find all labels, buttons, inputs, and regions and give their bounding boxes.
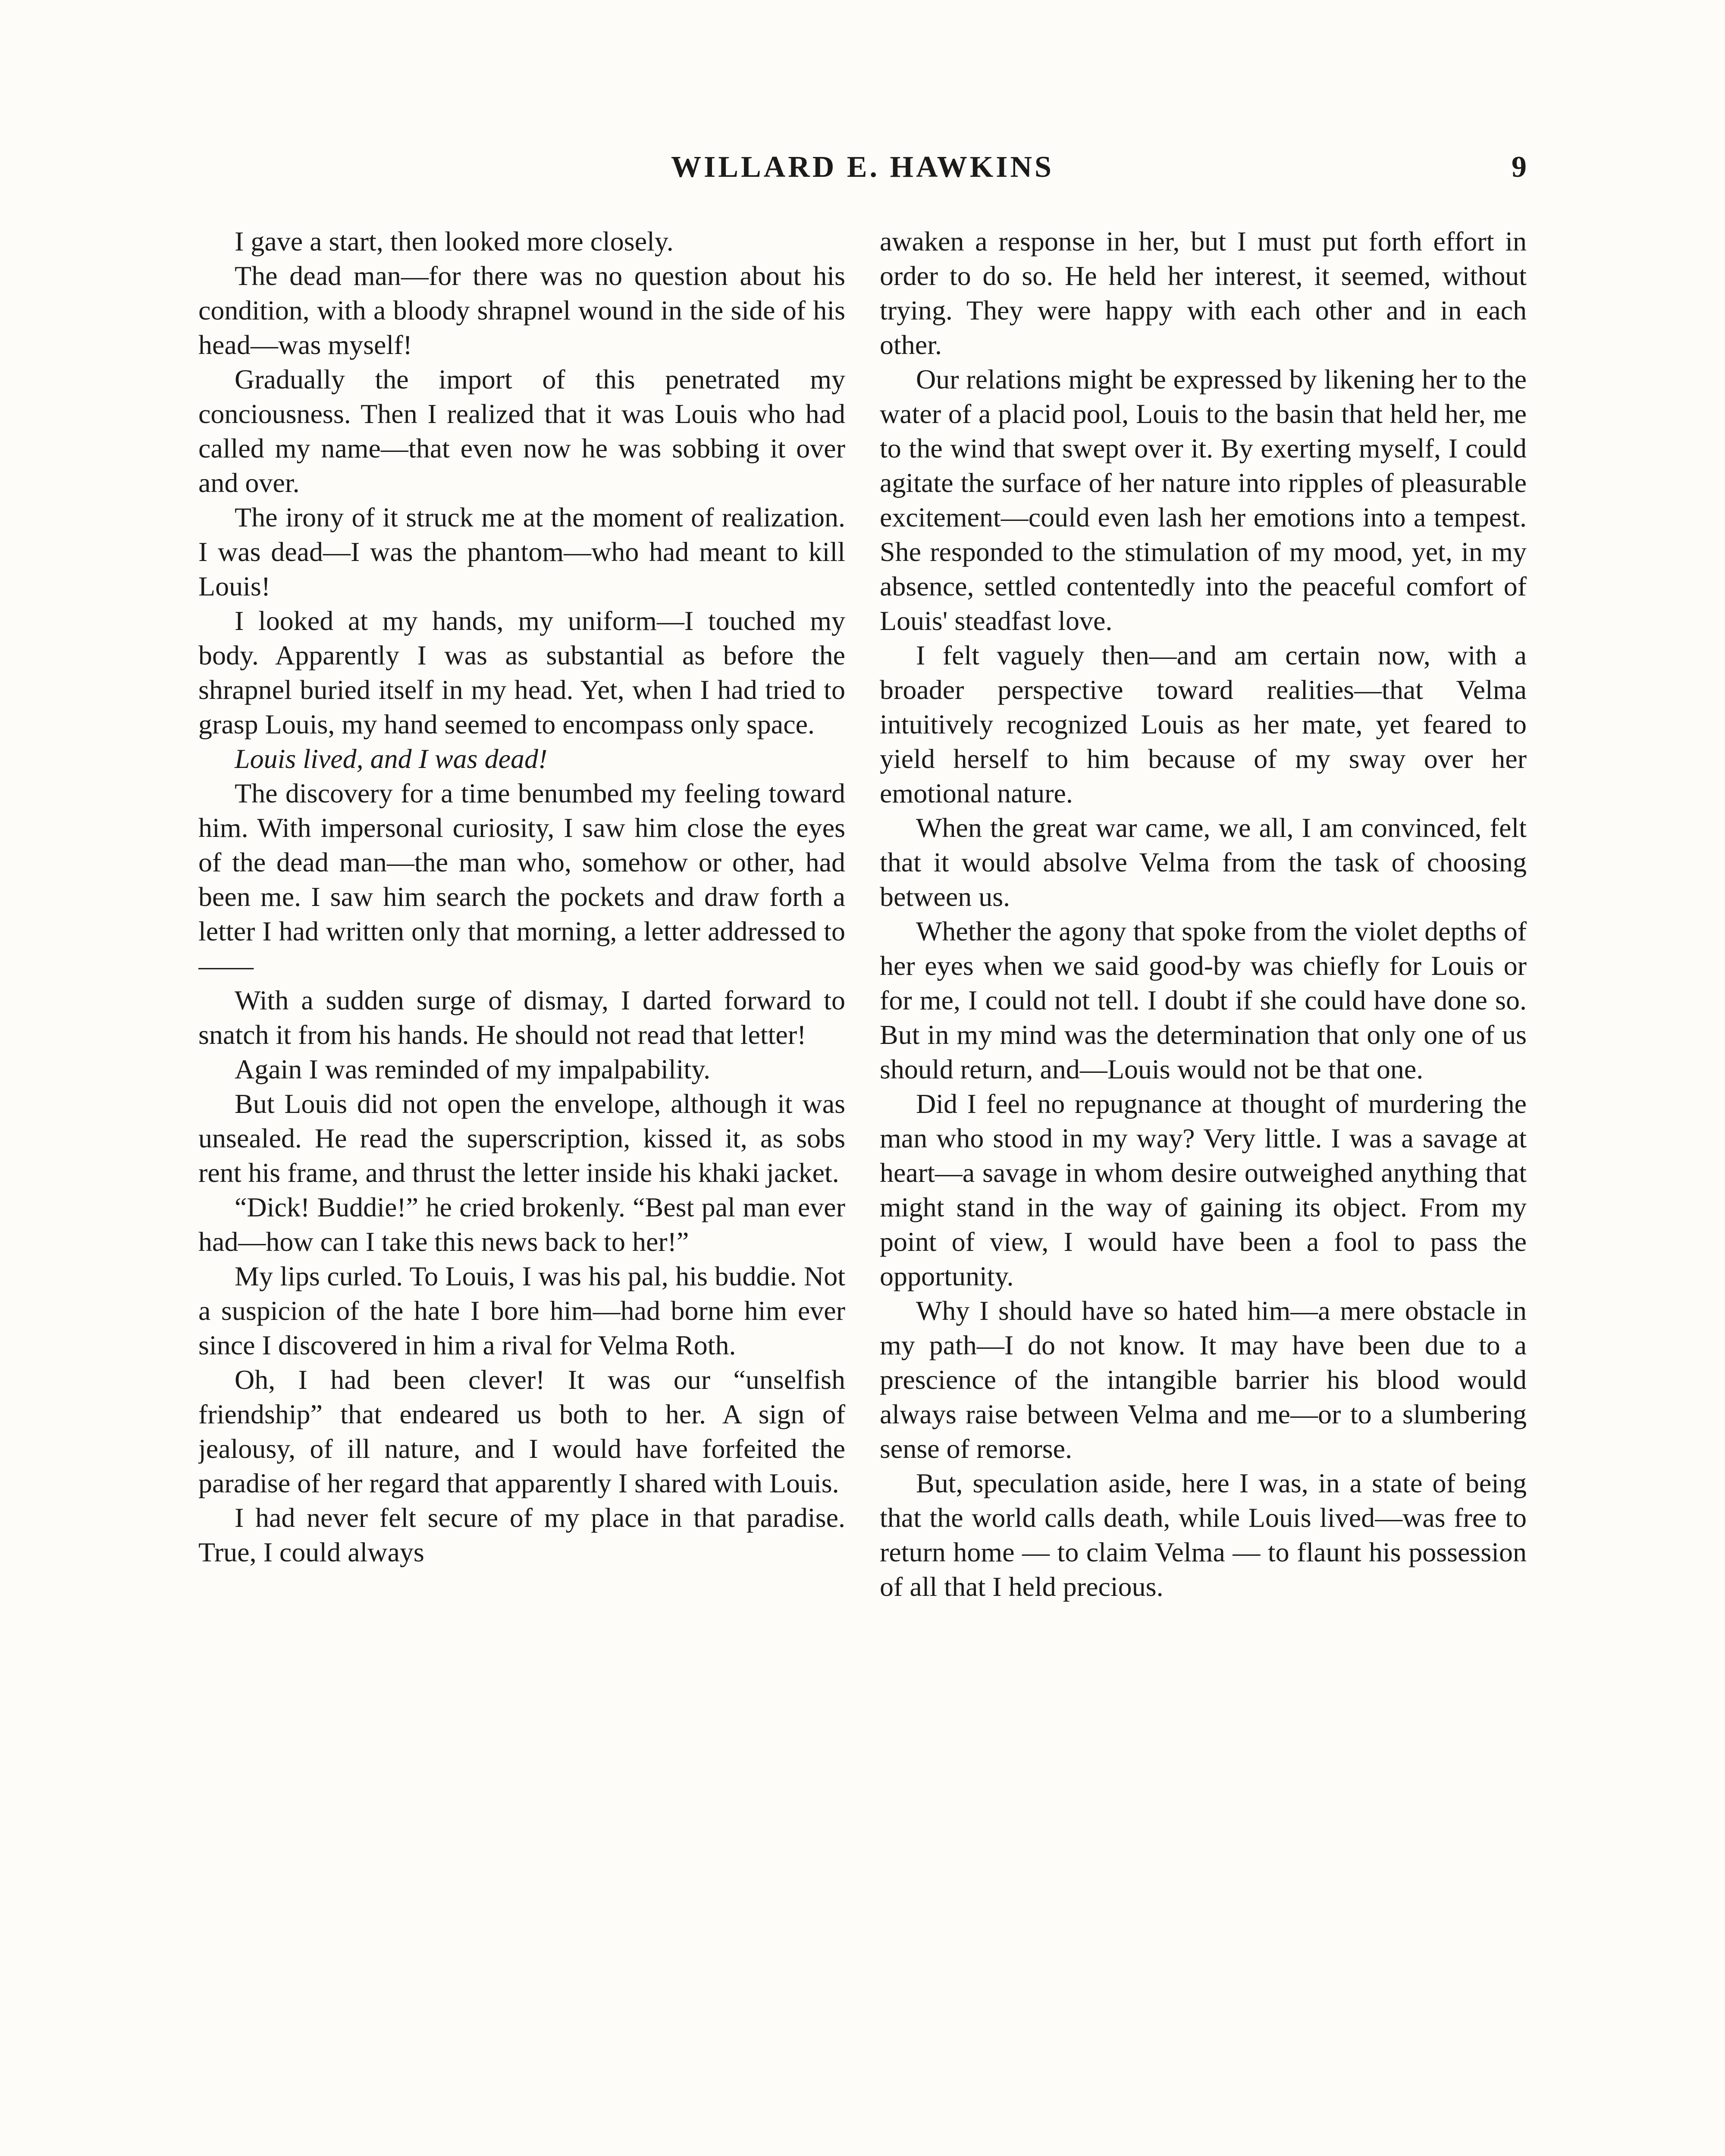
paragraph: I gave a start, then looked more closely.	[235, 226, 674, 257]
paragraph: When the great war came, we all, I am convinced, felt that it would absolve Velma from the task of choosing between us.	[880, 812, 1527, 912]
paragraph: “Dick! Buddie!” he cried brokenly. “Best pal man ever had—how can I take this news back to her!”	[198, 1192, 845, 1257]
paragraph: My lips curled. To Louis, I was his pal, his buddie. Not a suspicion of the hate I bore him—had borne him ever since I discovered in him a rival for Velma Roth.	[198, 1261, 845, 1360]
paragraph: I had never felt secure of my place in that paradise. True, I could always	[198, 1502, 845, 1567]
paragraph: Whether the agony that spoke from the violet depths of her eyes when we said good-by was chiefly for Louis or for me, I could not tell. I doubt if she could have done so. But in my mind was the determination that only one of us should return, and—Louis would not be that one.	[880, 916, 1527, 1084]
right-column	[880, 224, 1527, 2156]
paragraph: Our relations might be expressed by likening her to the water of a placid pool, Louis to the basin that held her, me to the wind that swept over it. By exerting myself, I could agitate the surface of her nature into ripples of pleasurable excitement—could even lash her emotions into a tempest. She responded to the stimulation of my mood, yet, in my absence, settled contentedly into the peaceful comfort of Louis' steadfast love.	[880, 364, 1527, 636]
paragraph: I felt vaguely then—and am certain now, with a broader perspective toward realities—that Velma intuitively recognized Louis as her mate, yet feared to yield herself to him because of my sway over her emotional nature.	[880, 640, 1527, 808]
paragraph: With a sudden surge of dismay, I darted forward to snatch it from his hands. He should not read that letter!	[198, 985, 845, 1050]
running-head: WILLARD E. HAWKINS	[671, 150, 1054, 184]
paragraph: Why I should have so hated him—a mere obstacle in my path—I do not know. It may have been due to a prescience of the intangible barrier his blood would always raise between Velma and me—or to a slumbering sense of remorse.	[880, 1295, 1527, 1464]
paragraph-continued: awaken a response in her, but I must put forth effort in order to do so. He held her interest, it seemed, without trying. They were happy with each other and in each other.	[880, 226, 1527, 360]
page-number: 9	[1512, 150, 1527, 184]
paragraph: But, speculation aside, here I was, in a state of being that the world calls death, while Louis lived—was free to return home — to claim Velma — to flaunt his possession of all that I held precious.	[880, 1468, 1527, 1602]
paragraph: Did I feel no repugnance at thought of murdering the man who stood in my way? Very little. I was a savage at heart—a savage in whom desire outweighed anything that might stand in the way of gaining its object. From my point of view, I would have been a fool to pass the opportunity.	[880, 1088, 1527, 1291]
paragraph: Gradually the import of this penetrated my conciousness. Then I realized that it was Louis who had called my name—that even now he was sobbing it over and over.	[198, 364, 845, 498]
paragraph: The dead man—for there was no question about his condition, with a bloody shrapnel wound in the side of his head—was myself!	[198, 260, 845, 360]
page-header	[198, 150, 1527, 197]
paragraph: But Louis did not open the envelope, although it was unsealed. He read the superscription, kissed it, as sobs rent his frame, and thrust the letter inside his khaki jacket.	[198, 1088, 845, 1188]
paragraph: The irony of it struck me at the moment of realization. I was dead—I was the phantom—who had meant to kill Louis!	[198, 502, 845, 602]
paragraph: Again I was reminded of my impalpability.	[235, 1054, 711, 1084]
paragraph: I looked at my hands, my uniform—I touched my body. Apparently I was as substantial as before the shrapnel buried itself in my head. Yet, when I had tried to grasp Louis, my hand seemed to encompass only space.	[198, 605, 845, 740]
paragraph: The discovery for a time benumbed my feeling toward him. With impersonal curiosity, I saw him close the eyes of the dead man—the man who, somehow or other, had been me. I saw him search the pockets and draw forth a letter I had written only that morning, a letter addressed to——	[198, 778, 845, 981]
paragraph: Oh, I had been clever! It was our “unselfish friendship” that endeared us both to her. A sign of jealousy, of ill nature, and I would have forfeited the paradise of her regard that apparently I shared with Louis.	[198, 1364, 845, 1498]
paragraph-italic: Louis lived, and I was dead!	[235, 743, 548, 774]
left-column	[198, 224, 845, 2156]
